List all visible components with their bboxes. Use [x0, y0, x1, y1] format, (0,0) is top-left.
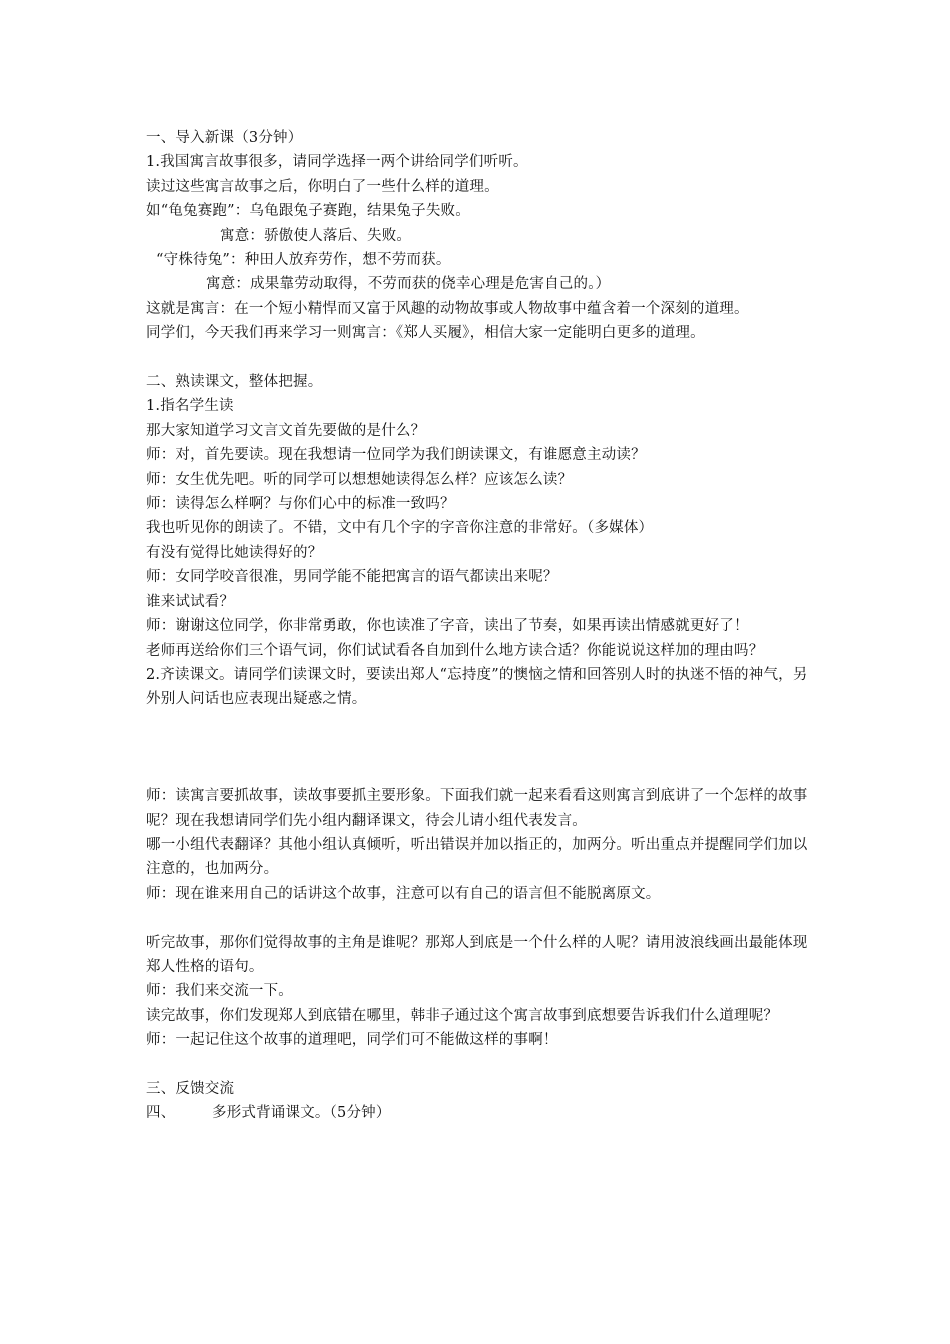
paragraph-line: 师：女生优先吧。听的同学可以想想她读得怎么样？应该怎么读？ [146, 471, 573, 488]
section-heading-text: 多形式背诵课文。（5分钟） [212, 1105, 391, 1122]
paragraph-line: 这就是寓言：在一个短小精悍而又富于风趣的动物故事或人物故事中蕴含着一个深刻的道理。 [146, 300, 749, 317]
section-heading-1: 一、导入新课（3分钟） [146, 130, 303, 146]
paragraph-line: 我也听见你的朗读了。不错，文中有几个字的字音你注意的非常好。（多媒体） [146, 520, 654, 537]
paragraph-line: 那大家知道学习文言文首先要做的是什么？ [146, 422, 426, 439]
section-number: 四、 [146, 1105, 176, 1122]
paragraph-line: 同学们，今天我们再来学习一则寓言：《郑人买履》，相信大家一定能明白更多的道理。 [146, 325, 705, 342]
paragraph-line: 读完故事，你们发现郑人到底错在哪里，韩非子通过这个寓言故事到底想要告诉我们什么道理呢？ [146, 1007, 779, 1024]
paragraph-line: 哪一小组代表翻译？其他小组认真倾听，听出错误并加以指正的，加两分。听出重点并提醒同学们加以注意的，也加两分。 [146, 836, 808, 878]
blank-line [146, 1053, 810, 1077]
section-heading-2: 二、熟读课文，整体把握。 [146, 374, 323, 391]
paragraph-line: 1.我国寓言故事很多，请同学选择一两个讲给同学们听听。 [146, 154, 528, 171]
document-body [146, 126, 810, 1126]
paragraph-line: 2.齐读课文。请同学们读课文时，要读出郑人“忘持度”的懊恼之情和回答别人时的执迷不悟的神气，另外别人问话也应表现出疑惑之情。 [146, 666, 808, 708]
section-heading-4 [146, 1101, 810, 1125]
paragraph-line: 师：现在谁来用自己的话讲这个故事，注意可以有自己的语言但不能脱离原文。 [146, 885, 661, 902]
paragraph-line: 师：谢谢这位同学，你非常勇敢，你也读准了字音，读出了节奏，如果再读出情感就更好了！ [146, 618, 749, 635]
paragraph-line-indented: 寓意：骄傲使人落后、失败。 [220, 227, 412, 244]
paragraph-line: 师：一起记住这个故事的道理吧，同学们可不能做这样的事啊！ [146, 1032, 558, 1049]
paragraph-line: 师：我们来交流一下。 [146, 983, 293, 1000]
section-heading-3: 三、反馈交流 [146, 1080, 235, 1097]
paragraph-line: 读过这些寓言故事之后，你明白了一些什么样的道理。 [146, 178, 499, 195]
blank-line [146, 346, 810, 370]
paragraph-line: 听完故事，那你们觉得故事的主角是谁呢？那郑人到底是一个什么样的人呢？请用波浪线画出最能体现郑人性格的语句。 [146, 934, 808, 975]
paragraph-line: 老师再送给你们三个语气词，你们试试看各自加到什么地方读合适？你能说说这样加的理由吗？ [146, 642, 764, 659]
blank-line [146, 760, 810, 784]
blank-line [146, 906, 810, 930]
paragraph-line: 1.指名学生读 [146, 398, 234, 415]
paragraph-line: 师：读得怎么样啊？与你们心中的标准一致吗？ [146, 496, 455, 513]
paragraph-line: 谁来试试看？ [146, 593, 235, 610]
paragraph-line: 如“龟兔赛跑”：乌龟跟兔子赛跑，结果兔子失败。 [146, 203, 470, 220]
blank-line [146, 712, 810, 760]
paragraph-line-indented: “守株待兔”：种田人放弃劳作，想不劳而获。 [156, 252, 451, 269]
paragraph-line: 师：读寓言要抓故事，读故事要抓主要形象。下面我们就一起来看看这则寓言到底讲了一个怎样的故事呢？现在我想请同学们先小组内翻译课文，待会儿请小组代表发言。 [146, 788, 808, 829]
paragraph-line: 有没有觉得比她读得好的？ [146, 544, 323, 561]
paragraph-line: 师：女同学咬音很准，男同学能不能把寓言的语气都读出来呢？ [146, 569, 558, 586]
paragraph-line: 师：对，首先要读。现在我想请一位同学为我们朗读课文，有谁愿意主动读？ [146, 447, 646, 464]
paragraph-line-indented: 寓意：成果靠劳动取得，不劳而获的侥幸心理是危害自己的。） [206, 276, 611, 293]
